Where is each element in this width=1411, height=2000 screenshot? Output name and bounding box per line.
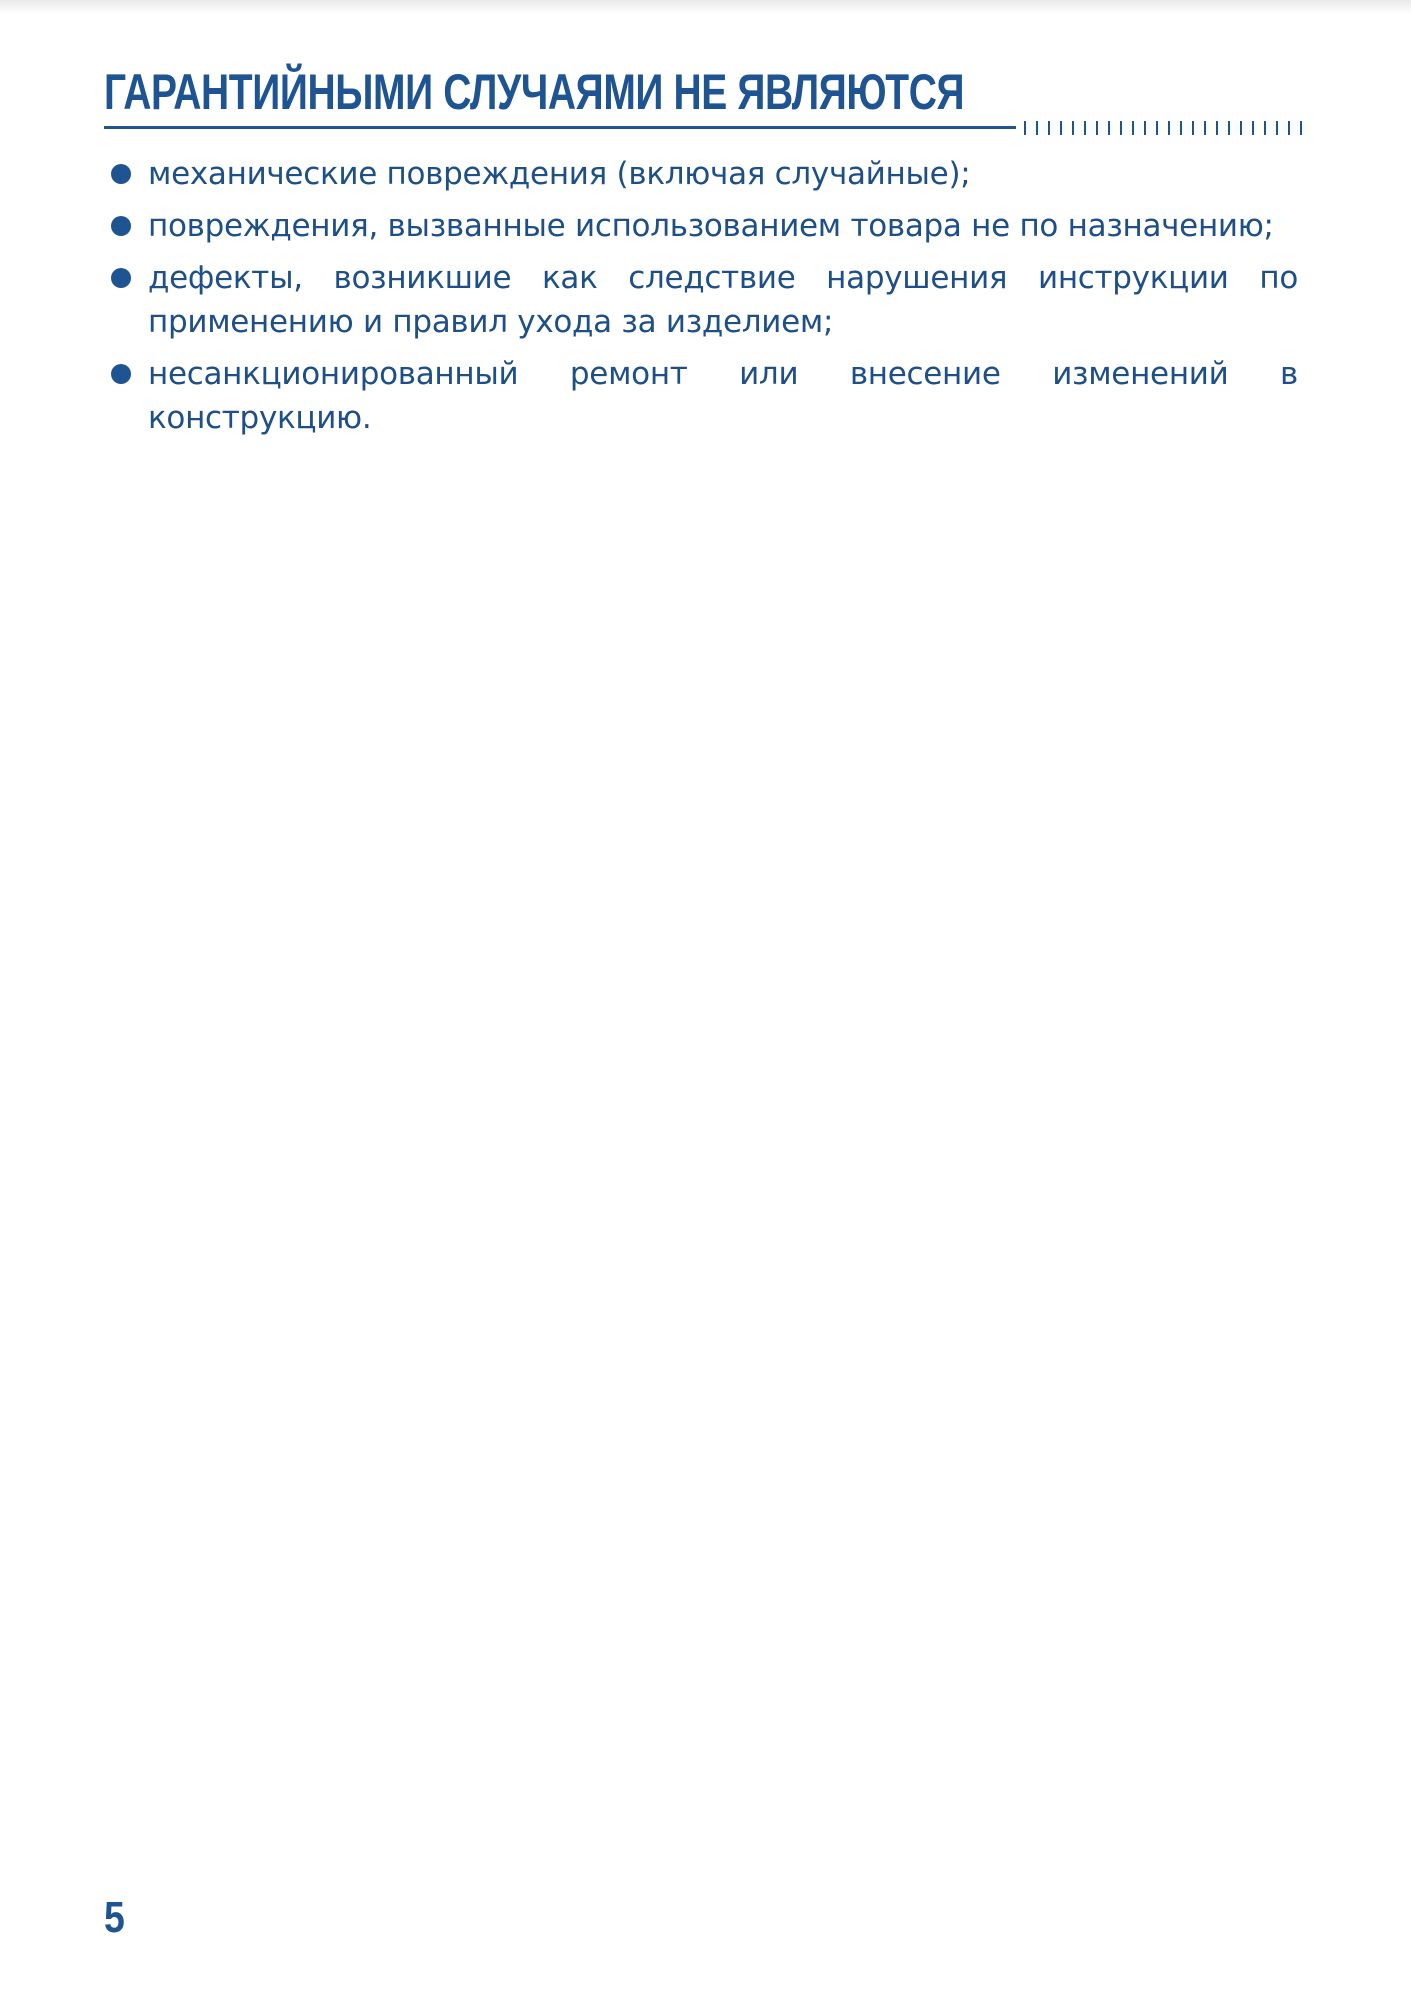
tick-decoration [1024,121,1302,135]
exclusions-list [110,152,1298,448]
bullet-icon [111,216,131,236]
list-item [110,256,1298,344]
page-title: ГАРАНТИЙНЫМИ СЛУЧАЯМИ НЕ ЯВЛЯЮТСЯ [104,64,965,120]
list-item [110,352,1298,440]
page-edge-shadow [0,0,1411,14]
title-underline [104,126,1016,129]
list-item [110,204,1298,248]
bullet-icon [111,268,131,288]
page-number: 5 [104,1893,125,1942]
list-item-text: несанкционированный ремонт или внесение изменений в конструкцию. [148,356,1298,436]
list-item-text: механические повреждения (включая случайные); [148,156,971,192]
bullet-icon [111,364,131,384]
bullet-icon [111,164,131,184]
list-item-text: повреждения, вызванные использованием товара не по назначению; [148,208,1274,244]
list-item [110,152,1298,196]
list-item-text: дефекты, возникшие как следствие нарушения инструкции по применению и правил ухода за изделием; [148,260,1298,340]
